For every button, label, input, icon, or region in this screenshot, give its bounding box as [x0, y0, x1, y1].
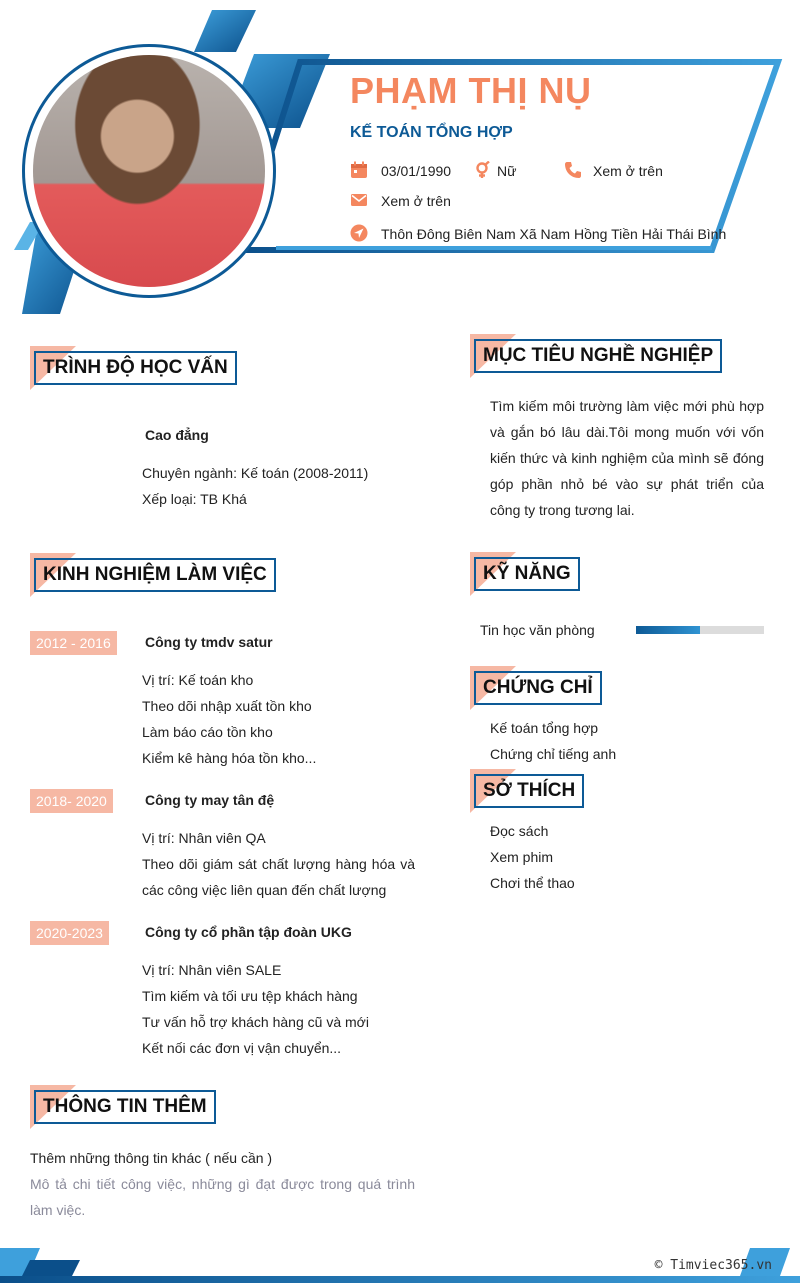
education-major: Chuyên ngành: Kế toán (2008-2011) [142, 465, 369, 481]
avatar-frame [22, 44, 276, 298]
hobby-item: Đọc sách [490, 823, 549, 839]
gender-icon [474, 161, 492, 179]
certificate-item: Kế toán tổng hợp [490, 720, 599, 736]
job-title: KẾ TOÁN TỔNG HỢP [350, 124, 513, 141]
job-line: Kiểm kê hàng hóa tồn kho... [142, 750, 317, 766]
objective-title: MỤC TIÊU NGHỀ NGHIỆP [474, 339, 722, 373]
education-grade: Xếp loại: TB Khá [142, 491, 247, 507]
hobbies-title: SỞ THÍCH [474, 774, 584, 808]
skills-title: KỸ NĂNG [474, 557, 580, 591]
hobby-item: Chơi thể thao [490, 875, 575, 891]
job-company: Công ty may tân đệ [145, 792, 275, 808]
job-line: Vị trí: Nhân viên QA [142, 830, 266, 846]
mail-icon [350, 191, 368, 209]
extra-description: Mô tả chi tiết công việc, những gì đạt được trong quá trình làm việc. [30, 1176, 415, 1218]
job-company: Công ty tmdv satur [145, 634, 273, 650]
certificates-title: CHỨNG CHỈ [474, 671, 602, 705]
phone: Xem ở trên [593, 163, 663, 179]
skill-level-fill [636, 626, 700, 634]
job-years: 2020-2023 [30, 921, 109, 945]
certificate-item: Chứng chỉ tiếng anh [490, 746, 617, 762]
education-school: Cao đẳng [145, 427, 209, 443]
job-line: Theo dõi giám sát chất lượng hàng hóa và các công việc liên quan đến chất lượng [142, 856, 415, 898]
phone-icon [564, 161, 582, 179]
extra-title: THÔNG TIN THÊM [34, 1090, 216, 1124]
avatar [33, 55, 265, 287]
education-title: TRÌNH ĐỘ HỌC VẤN [34, 351, 237, 385]
job-years: 2018- 2020 [30, 789, 113, 813]
job-line: Vị trí: Kế toán kho [142, 672, 254, 688]
email: Xem ở trên [381, 193, 451, 209]
experience-title: KINH NGHIỆM LÀM VIỆC [34, 558, 276, 592]
job-line: Kết nối các đơn vị vận chuyển... [142, 1040, 342, 1056]
calendar-icon [350, 161, 368, 179]
job-years: 2012 - 2016 [30, 631, 117, 655]
skill-level-bar [636, 626, 764, 634]
job-line: Tìm kiếm và tối ưu tệp khách hàng [142, 988, 358, 1004]
job-company: Công ty cổ phần tập đoàn UKG [145, 924, 352, 940]
job-line: Tư vấn hỗ trợ khách hàng cũ và mới [142, 1014, 369, 1030]
job-line: Theo dõi nhập xuất tồn kho [142, 698, 312, 714]
skill-name: Tin học văn phòng [480, 622, 595, 638]
objective-text: Tìm kiếm môi trường làm việc mới phù hợp và gắn bó lâu dài.Tôi mong muốn với vốn kiến thức và kinh nghiệm của mình sẽ đóng góp phần nhỏ bé vào sự phát triển của công ty trong tương lai. [490, 398, 764, 518]
gender: Nữ [497, 163, 517, 179]
job-line: Làm báo cáo tồn kho [142, 724, 273, 740]
birthdate: 03/01/1990 [381, 163, 452, 179]
footer-brand: © Timviec365.vn [654, 1258, 772, 1273]
candidate-name: PHẠM THỊ NỤ [350, 70, 592, 111]
address: Thôn Đông Biên Nam Xã Nam Hồng Tiền Hải Thái Bình [381, 226, 727, 242]
location-icon [350, 224, 368, 242]
extra-line: Thêm những thông tin khác ( nếu cần ) [30, 1150, 273, 1166]
job-line: Vị trí: Nhân viên SALE [142, 962, 282, 978]
hobby-item: Xem phim [490, 849, 554, 865]
